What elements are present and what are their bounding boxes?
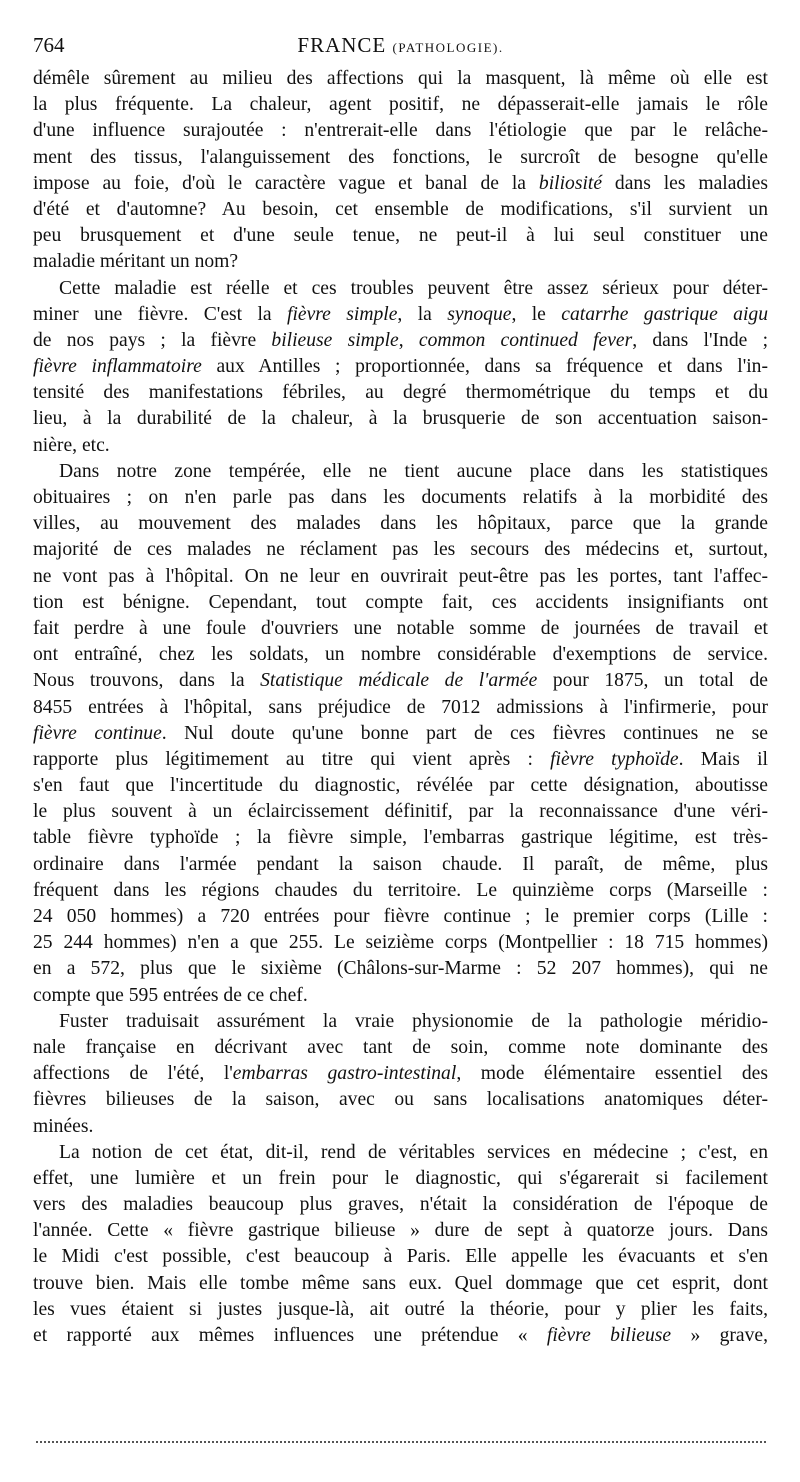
text-run: ment des tissus, l'alanguissement des fonctions, le surcroît de besogne qu'elle	[33, 146, 768, 168]
text-line	[33, 171, 768, 197]
text-line	[33, 747, 768, 773]
text-run: miner une fièvre. C'est la	[33, 303, 287, 325]
text-run: démêle sûrement au milieu des affections qui la masquent, là même où elle est	[33, 68, 768, 89]
text-run: 8455 entrées à l'hôpital, sans préjudice de 7012 admissions à l'infirmerie, pour	[33, 696, 768, 718]
text-line	[33, 799, 768, 825]
footer-rule	[36, 1441, 766, 1443]
text-run: . Nul doute qu'une bonne part de ces fièvres continues ne se	[161, 722, 768, 744]
text-line	[33, 956, 768, 982]
running-title-subtitle: (PATHOLOGIE).	[392, 40, 504, 55]
text-line	[33, 328, 768, 354]
italic-term: bilieuse simple	[271, 329, 399, 351]
text-line	[33, 1271, 768, 1297]
text-line	[33, 537, 768, 563]
text-line	[33, 1061, 768, 1087]
text-line	[33, 354, 768, 380]
text-run: , la	[397, 303, 448, 325]
text-line	[33, 1087, 768, 1113]
text-run: le Midi c'est possible, c'est beaucoup à Paris. Elle appelle les évacuants et s'en	[33, 1246, 768, 1268]
text-line	[33, 930, 768, 956]
text-run: minées.	[33, 1115, 94, 1137]
text-run: , dans l'Inde ;	[632, 329, 768, 351]
body-text	[33, 66, 768, 1349]
text-line	[33, 878, 768, 904]
text-run: tensité des manifestations fébriles, au degré thermométrique du temps et du	[33, 382, 768, 404]
text-run: fièvres bilieuses de la saison, avec ou sans localisations anatomiques déter-	[33, 1089, 768, 1111]
text-run: impose au foie, d'où le caractère vague et banal de la	[33, 172, 539, 194]
text-line	[33, 721, 768, 747]
text-line	[33, 276, 768, 302]
text-line	[33, 1192, 768, 1218]
text-line	[33, 825, 768, 851]
italic-term: fièvre bilieuse	[546, 1325, 672, 1346]
text-run: table fièvre typhoïde ; la fièvre simple, l'embarras gastrique légitime, est très-	[33, 827, 768, 849]
text-line	[33, 1323, 768, 1349]
text-run: le plus souvent à un éclaircissement définitif, par la reconnaissance d'une véri-	[33, 801, 768, 823]
text-line	[33, 1140, 768, 1166]
text-run: obituaires ; on n'en parle pas dans les documents relatifs à la morbidité des	[33, 487, 768, 508]
text-line	[33, 904, 768, 930]
text-line	[33, 223, 768, 249]
text-run: affections de l'été, l'	[33, 1063, 233, 1085]
text-line	[33, 1244, 768, 1270]
text-run: la plus fréquente. La chaleur, agent positif, ne dépasserait-elle jamais le rôle	[33, 94, 768, 116]
text-run: peu brusquement et d'une seule tenue, ne peut-il à lui seul constituer une	[33, 225, 768, 247]
running-title-main: FRANCE	[297, 33, 387, 57]
italic-term: Statistique médicale de l'armée	[260, 670, 538, 692]
text-line	[33, 590, 768, 616]
text-run: fait perdre à une foule d'ouvriers une notable somme de journées de travail et	[33, 617, 768, 639]
text-run: les vues étaient si justes jusque-là, ait outré la théorie, pour y plier les faits,	[33, 1298, 768, 1320]
text-run: tion est bénigne. Cependant, tout compte fait, ces accidents insignifiants ont	[33, 591, 768, 613]
text-run: trouve bien. Mais elle tombe même sans eux. Quel dommage que cet esprit, dont	[33, 1272, 768, 1294]
running-title	[33, 32, 768, 61]
text-line	[33, 249, 768, 275]
text-run: fréquent dans les régions chaudes du territoire. Le quinzième corps (Marseille :	[33, 879, 768, 901]
text-run: , mode élémentaire essentiel des	[456, 1063, 768, 1085]
italic-term: fièvre inflammatoire	[33, 356, 202, 378]
text-run: dans les maladies	[602, 172, 768, 194]
text-run: majorité de ces malades ne réclament pas les secours des médecins et, surtout,	[33, 539, 768, 561]
text-run: nale française en décrivant avec tant de soin, comme note dominante des	[33, 1036, 768, 1058]
text-line	[33, 1114, 768, 1140]
text-run: villes, au mouvement des malades dans les hôpitaux, parce que la grande	[33, 513, 768, 535]
text-run: de nos pays ; la fièvre	[33, 329, 272, 351]
running-header	[33, 32, 768, 58]
text-line	[33, 66, 768, 92]
text-run: en a 572, plus que le sixième (Châlons-sur-Marme : 52 207 hommes), qui ne	[33, 958, 768, 980]
text-run: aux Antilles ; proportionnée, dans sa fréquence et dans l'in-	[201, 356, 768, 378]
text-run: La notion de cet état, dit-il, rend de véritables services en médecine ; c'est, en	[59, 1141, 768, 1163]
text-run: d'été et d'automne? Au besoin, cet ensemble de modifications, s'il survient un	[33, 198, 768, 220]
text-run: ordinaire dans l'armée pendant la saison chaude. Il paraît, de même, plus	[33, 853, 768, 875]
text-line	[33, 1166, 768, 1192]
text-run: Fuster traduisait assurément la vraie physionomie de la pathologie méridio-	[59, 1010, 768, 1032]
text-line	[33, 773, 768, 799]
text-line	[33, 145, 768, 171]
text-run: rapporte plus légitimement au titre qui vient après :	[33, 748, 551, 770]
text-line	[33, 459, 768, 485]
text-run: . Mais il	[678, 748, 768, 770]
italic-term: fièvre typhoïde	[550, 748, 679, 770]
text-line	[33, 406, 768, 432]
italic-term: biliosité	[538, 172, 603, 194]
text-line	[33, 1009, 768, 1035]
text-line	[33, 92, 768, 118]
text-run: et rapporté aux mêmes influences une prétendue «	[33, 1325, 547, 1346]
text-line	[33, 302, 768, 328]
text-run: compte que 595 entrées de ce chef.	[33, 984, 308, 1006]
italic-term: fièvre simple	[287, 303, 398, 325]
italic-term: common continued fever	[418, 329, 633, 351]
text-run: Nous trouvons, dans la	[33, 670, 261, 692]
text-line	[33, 668, 768, 694]
text-run: pour 1875, un total de	[537, 670, 768, 692]
text-line	[33, 485, 768, 511]
text-line	[33, 1035, 768, 1061]
text-line	[33, 695, 768, 721]
text-run: vers des maladies beaucoup plus graves, n'était la considération de l'époque de	[33, 1194, 768, 1216]
italic-term: synoque	[447, 303, 512, 325]
text-line	[33, 197, 768, 223]
italic-term: embarras gastro-intestinal	[232, 1063, 457, 1085]
text-run: 25 244 hommes) n'en a que 255. Le seizième corps (Montpellier : 18 715 hommes)	[33, 932, 768, 954]
text-line	[33, 642, 768, 668]
italic-term: catarrhe gastrique aigu	[561, 303, 768, 325]
text-run: , le	[511, 303, 562, 325]
text-line	[33, 983, 768, 1009]
text-run: lieu, à la durabilité de la chaleur, à la brusquerie de son accentuation saison-	[33, 408, 768, 430]
text-line	[33, 1297, 768, 1323]
text-line	[33, 852, 768, 878]
text-line	[33, 616, 768, 642]
text-run: ne vont pas à l'hôpital. On ne leur en ouvrirait peut-être pas les portes, tant l'affec-	[33, 565, 768, 587]
text-run: Cette maladie est réelle et ces troubles peuvent être assez sérieux pour déter-	[59, 277, 768, 299]
text-run: maladie méritant un nom?	[33, 251, 239, 273]
text-run: nière, etc.	[33, 434, 110, 456]
text-run: 24 050 hommes) a 720 entrées pour fièvre continue ; le premier corps (Lille :	[33, 906, 768, 927]
text-run: » grave,	[671, 1325, 768, 1346]
text-run: ,	[398, 329, 419, 351]
text-line	[33, 118, 768, 144]
text-line	[33, 380, 768, 406]
text-run: Dans notre zone tempérée, elle ne tient aucune place dans les statistiques	[59, 460, 768, 482]
text-line	[33, 1218, 768, 1244]
text-line	[33, 433, 768, 459]
page-number: 764	[33, 33, 65, 57]
text-line	[33, 511, 768, 537]
text-run: s'en faut que l'incertitude du diagnostic, révélée par cette désignation, aboutisse	[33, 775, 768, 797]
text-run: effet, une lumière et un frein pour le diagnostic, qui s'égarerait si facilement	[33, 1167, 768, 1189]
italic-term: fièvre continue	[33, 722, 162, 744]
text-run: d'une influence surajoutée : n'entrerait-elle dans l'étiologie que par le relâche-	[33, 120, 768, 142]
text-run: l'année. Cette « fièvre gastrique bilieuse » dure de sept à quatorze jours. Dans	[33, 1220, 768, 1242]
text-line	[33, 564, 768, 590]
text-run: ont entraîné, chez les soldats, un nombre considérable d'exemptions de service.	[33, 644, 768, 666]
